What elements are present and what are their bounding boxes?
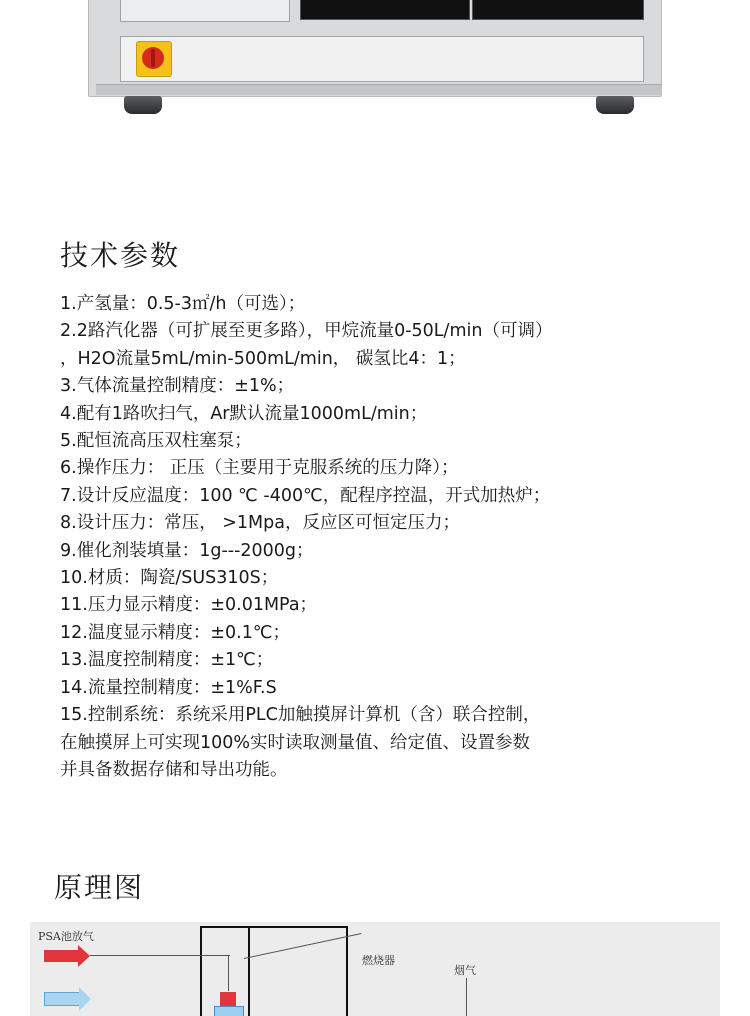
tech-params-heading: 技术参数: [60, 239, 181, 272]
param-line: 11.压力显示精度：±0.01MPa；: [60, 595, 318, 616]
diagram-line: [200, 926, 202, 1016]
param-line: 4.配有1路吹扫气，Ar默认流量1000mL/min；: [60, 403, 428, 424]
param-line: ，H2O流量5mL/min-500mL/min， 碳氢比4：1；: [60, 348, 466, 369]
psa-gas-arrow: [44, 950, 78, 962]
diagram-line: [244, 933, 362, 959]
power-switch-knob: [142, 47, 164, 69]
cabinet-foot-right: [596, 96, 634, 114]
diagram-line: [228, 955, 229, 991]
param-line: 13.温度控制精度：±1℃；: [60, 650, 274, 671]
cabinet-base-rail: [96, 84, 662, 95]
param-line: 9.催化剂装填量：1g---2000g；: [60, 540, 314, 561]
diagram-line: [90, 955, 230, 956]
air-inlet-arrow: [44, 992, 80, 1006]
param-line: 2.2路汽化器（可扩展至更多路），甲烷流量0-50L/min（可调）: [60, 321, 553, 342]
tech-params-list: [60, 291, 720, 784]
cabinet-screen-left: [300, 0, 470, 20]
param-line: 7.设计反应温度：100 ℃ -400℃，配程序控温，开式加热炉；: [60, 485, 551, 506]
diagram-label-psa: PSA池放气: [38, 930, 94, 943]
param-line: 10.材质：陶瓷/SUS310S；: [60, 568, 279, 589]
diagram-line: [466, 978, 467, 1016]
cabinet-screen-right: [472, 0, 644, 20]
principle-diagram: [30, 922, 720, 1016]
param-line: 12.温度显示精度：±0.1℃；: [60, 622, 290, 643]
diagram-label-flue: 烟气: [454, 964, 476, 977]
cabinet-foot-left: [124, 96, 162, 114]
cabinet-upper-panel: [120, 0, 290, 22]
diagram-heading: 原理图: [54, 871, 145, 904]
equipment-photo: [0, 0, 750, 200]
param-line: 8.设计压力：常压， >1Mpa，反应区可恒定压力；: [60, 513, 460, 534]
param-line: 在触摸屏上可实现100%实时读取测量值、给定值、设置参数: [60, 732, 531, 753]
burner-base: [214, 1006, 244, 1016]
param-line: 1.产氢量：0.5-3㎡/h（可选）；: [60, 294, 306, 314]
param-line: 6.操作压力： 正压（主要用于克服系统的压力降）；: [60, 458, 459, 479]
diagram-line: [248, 926, 250, 1016]
param-line: 15.控制系统：系统采用PLC加触摸屏计算机（含）联合控制，: [60, 705, 541, 726]
param-line: 并具备数据存储和导出功能。: [60, 759, 288, 780]
param-line: 14.流量控制精度：±1%F.S: [60, 677, 277, 698]
param-line: 5.配恒流高压双柱塞泵；: [60, 431, 252, 452]
cabinet-lower-panel: [120, 36, 644, 82]
diagram-line: [202, 926, 348, 928]
param-line: 3.气体流量控制精度：±1%；: [60, 376, 295, 397]
diagram-line: [346, 926, 348, 1016]
diagram-label-burner: 燃烧器: [362, 954, 395, 967]
